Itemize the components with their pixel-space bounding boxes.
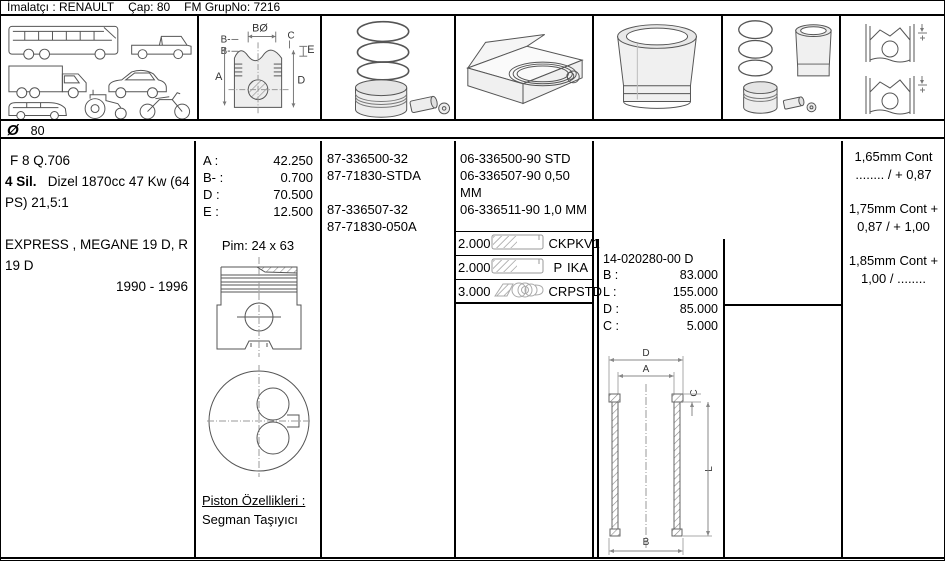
piston-dimensions-cell — [199, 16, 322, 119]
ring-type: P — [553, 260, 563, 275]
dim-label-d: D — [297, 74, 306, 87]
dim-label-e: E — [307, 43, 315, 56]
ring-box-cell — [456, 16, 594, 119]
compression-ring-profile-icon — [491, 256, 549, 279]
cont-group — [843, 200, 944, 235]
ring-size: 2.000 — [458, 236, 491, 251]
piston-technical-drawing — [207, 253, 311, 481]
cont-line: 1,65mm Cont — [854, 149, 933, 164]
ring-code: STD — [576, 283, 602, 299]
diameter-symbol: Ø — [7, 122, 19, 139]
piston-features — [202, 491, 305, 529]
dim-label-b-upper: B- — [220, 33, 231, 45]
engine-description: 4 Sil. Dizel 1870cc 47 Kw (64 PS) 21,5:1 — [5, 174, 190, 210]
manufacturer-label: İmalatçı : RENAULT — [7, 0, 115, 14]
bore-diameter-row — [1, 123, 944, 139]
liner-dim-row: D : 85.000 — [603, 302, 718, 316]
group-number-label: FM GrupNo: 7216 — [184, 0, 281, 14]
vehicle-applications-icon — [1, 16, 197, 119]
engine-years: 1990 - 1996 — [115, 279, 188, 294]
liner-dim-row: L : 155.000 — [603, 285, 718, 299]
cont-line: ........ / + 0,87 — [855, 166, 932, 182]
part-number: 87-71830-STDA — [327, 168, 421, 183]
ring-type: CRP — [548, 283, 576, 299]
engine-info-cell — [1, 141, 196, 557]
piston-dim-row: D : 70.500 — [203, 187, 313, 202]
ring-row — [456, 280, 602, 304]
rings-cell — [456, 141, 602, 557]
ring-set-cell — [322, 16, 456, 119]
piston-dim-row: A : 42.250 — [203, 153, 313, 168]
dim-label-b-lower: B- — [220, 45, 231, 57]
diameter-value: 80 — [30, 124, 45, 138]
kit-icon-cell — [723, 16, 841, 119]
liner-dim-row: C : 5.000 — [603, 319, 718, 333]
piston-rings-and-piston-icon — [322, 16, 454, 119]
ring-partnumber-list — [456, 141, 592, 218]
cont-line: 1,85mm Cont + — [848, 253, 939, 268]
piston-dimension-list — [196, 141, 320, 220]
ring-set-box-icon — [456, 16, 592, 119]
liner-dim-row: B : 83.000 — [603, 268, 718, 282]
piston-partnumbers-cell — [322, 141, 456, 557]
engine-cylinders: 4 Sil. — [5, 174, 37, 189]
part-number: 87-71830-050A — [327, 219, 417, 234]
ring-row — [456, 256, 592, 280]
liner-icon-cell — [594, 16, 723, 119]
vehicle-applications-cell — [1, 16, 199, 119]
piston-pn-group-std — [327, 150, 454, 184]
ring-part-number: 06-336500-90 STD — [460, 151, 571, 166]
liner-protrusion-diagram-icon — [848, 16, 937, 119]
liner-technical-drawing — [604, 344, 724, 558]
piston-features-title: Piston Özellikleri : — [202, 493, 306, 508]
cont-line: 1,75mm Cont + — [848, 201, 939, 216]
liner-dim-label-d: D — [642, 348, 650, 359]
liner-divider-line — [725, 304, 841, 306]
protrusion-icon-cell — [841, 16, 944, 119]
cont-line: 1,00 / ........ — [860, 270, 927, 286]
ring-part-number: 06-336511-90 1,0 MM — [460, 202, 587, 217]
oil-ring-profile-icon — [491, 280, 549, 303]
dim-label-c: C — [287, 29, 295, 41]
part-number: 87-336507-32 — [327, 202, 408, 217]
piston-specs-cell — [196, 141, 322, 557]
cont-group — [843, 148, 944, 183]
liner-kit-icon — [723, 16, 839, 119]
piston-dim-row: B- : 0.700 — [203, 170, 313, 185]
cylinder-liner-icon — [594, 16, 721, 119]
piston-dimensions-diagram-icon — [199, 16, 320, 119]
cont-group — [843, 252, 944, 287]
dim-label-a: A — [215, 70, 223, 83]
main-data-row — [1, 141, 944, 559]
ring-part-number: 06-336507-90 0,50 MM — [460, 168, 570, 200]
compression-ring-profile-icon — [491, 232, 549, 255]
engine-code: F 8 Q.706 — [10, 153, 71, 168]
ring-code: KV1 — [575, 236, 600, 251]
part-number: 87-336500-32 — [327, 151, 408, 166]
ring-row — [456, 232, 600, 256]
ring-size: 3.000 — [458, 283, 491, 299]
dim-label-bo: BØ — [252, 22, 268, 35]
piston-pin-size: Pim: 24 x 63 — [221, 238, 295, 253]
piston-dim-row: E : 12.500 — [203, 204, 313, 219]
piston-pn-group-050 — [327, 201, 454, 235]
piston-features-value: Segman Taşıyıcı — [202, 512, 298, 527]
liner-part-number: 14-020280-00 D — [603, 252, 694, 266]
ring-spec-table — [456, 231, 602, 304]
protrusion-cell — [843, 141, 944, 557]
cont-line: 0,87 / + 1,00 — [857, 218, 930, 234]
top-info-bar — [1, 1, 944, 15]
ring-code: IKA — [567, 260, 588, 275]
liner-dim-label-b: B — [642, 537, 650, 548]
engine-models: EXPRESS , MEGANE 19 D, R 19 D — [5, 237, 189, 273]
ring-type: CKP — [548, 236, 576, 251]
liner-cell — [594, 141, 843, 557]
liner-dim-label-l: L — [704, 466, 715, 472]
liner-dim-label-a: A — [642, 364, 650, 375]
ring-size: 2.000 — [458, 260, 491, 275]
diameter-label: Çap: 80 — [128, 0, 171, 14]
liner-dim-label-c: C — [689, 389, 700, 397]
liner-data-block — [599, 251, 723, 335]
header-icon-row — [1, 15, 944, 121]
